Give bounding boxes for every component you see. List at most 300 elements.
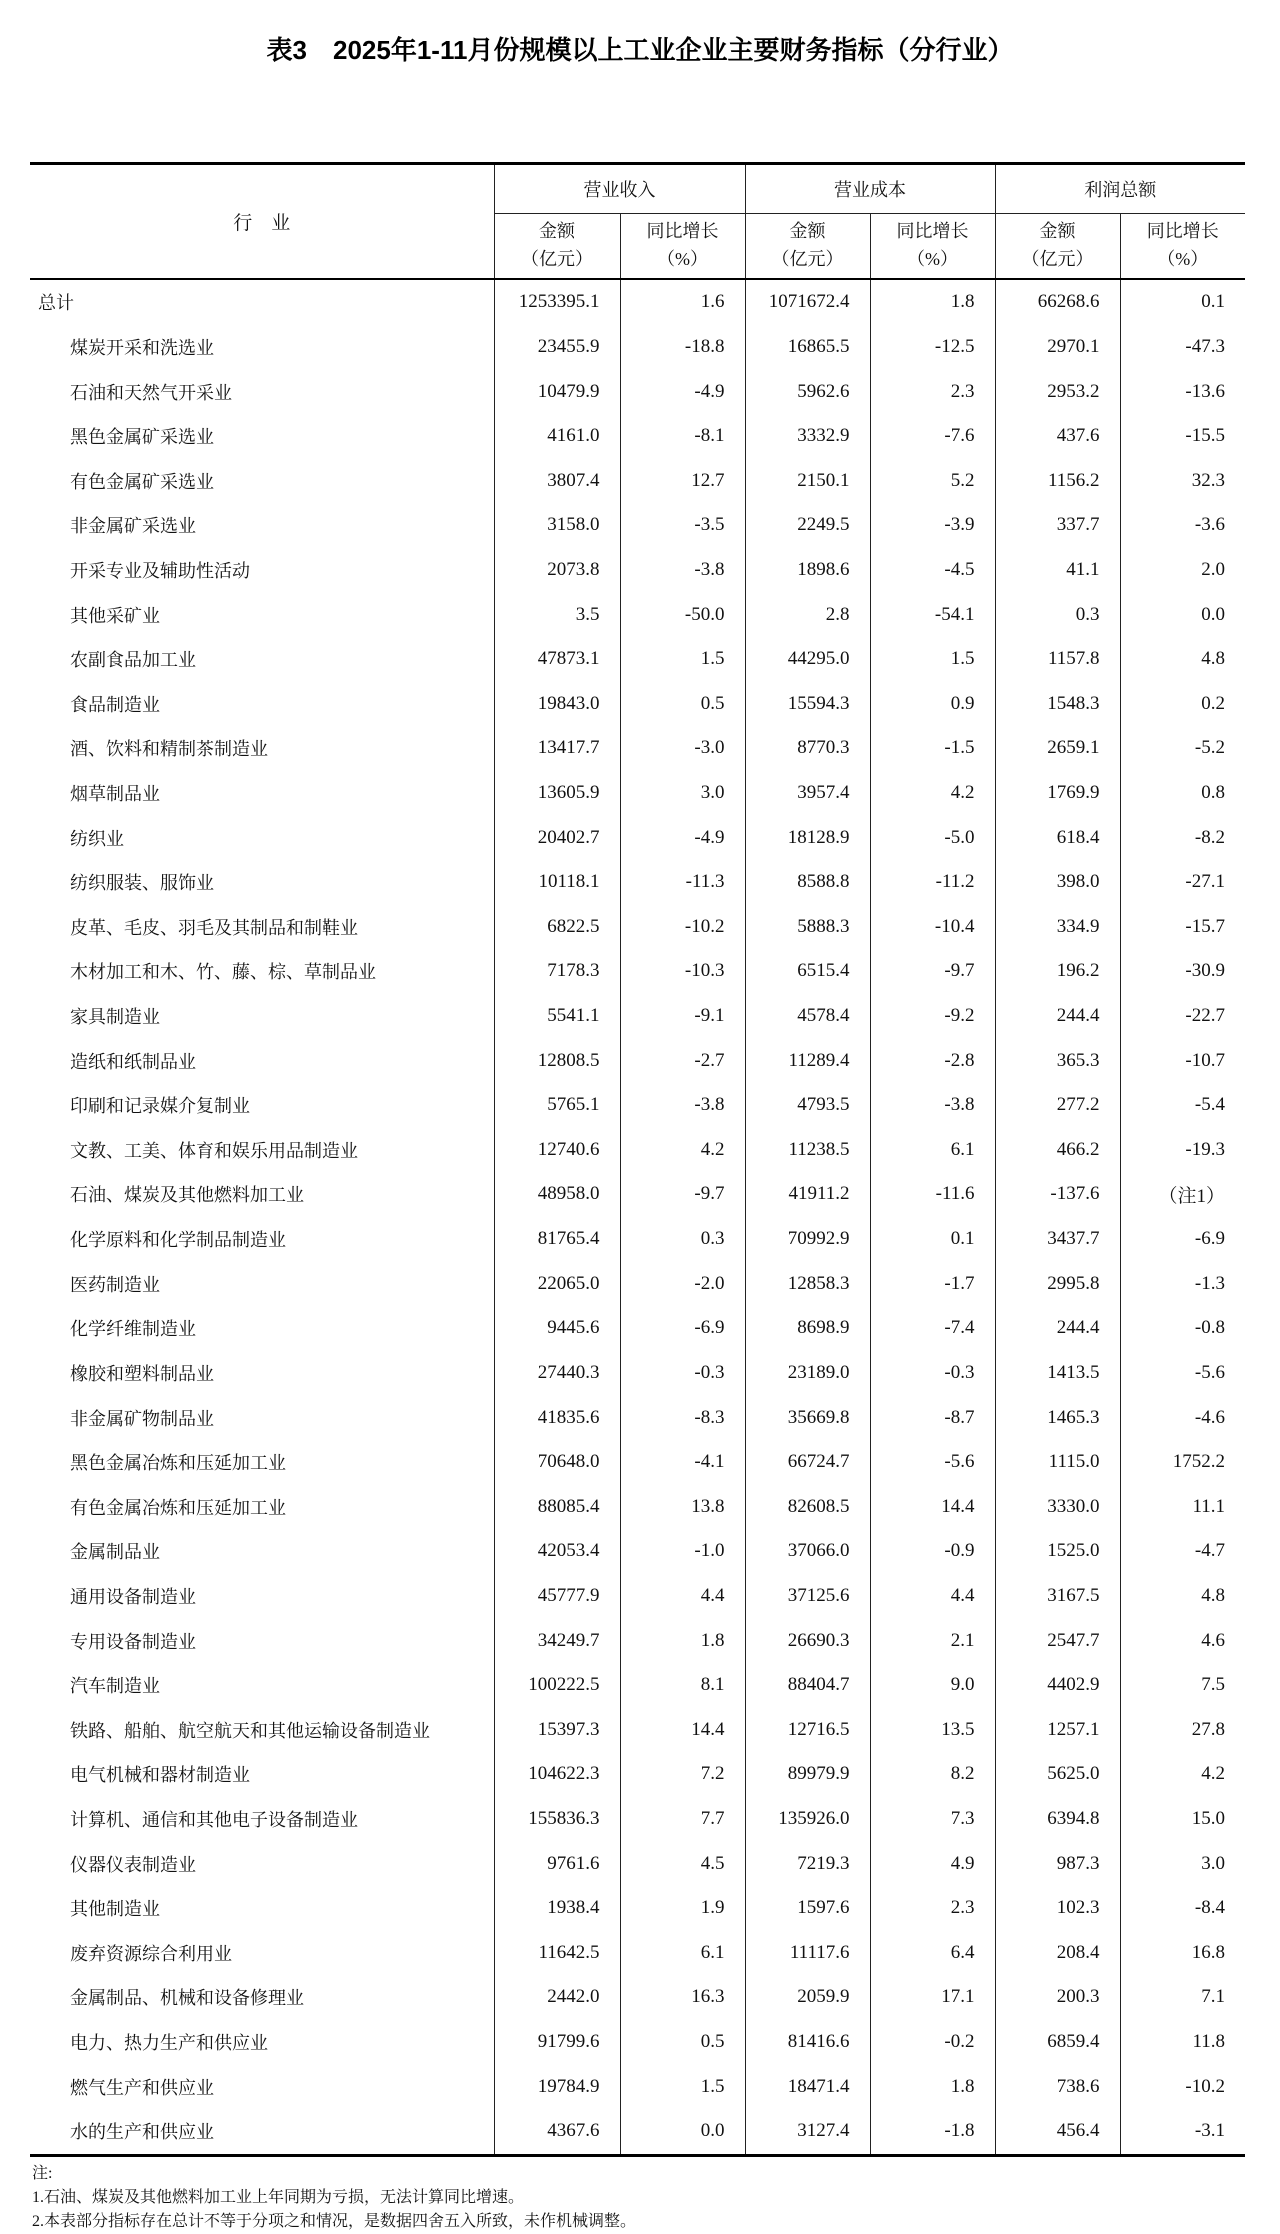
- value-cell: 22065.0: [494, 1261, 620, 1306]
- value-cell: -2.7: [620, 1038, 745, 1083]
- value-cell: -15.5: [1120, 414, 1245, 459]
- value-cell: -9.7: [870, 949, 995, 994]
- table-row: [30, 1841, 1245, 1886]
- value-cell: -27.1: [1120, 860, 1245, 905]
- value-cell: -8.1: [620, 414, 745, 459]
- value-cell: 1.5: [620, 637, 745, 682]
- value-cell: 2150.1: [745, 458, 870, 503]
- value-cell: 35669.8: [745, 1395, 870, 1440]
- footnote-1: 1.石油、煤炭及其他燃料加工业上年同期为亏损，无法计算同比增速。: [32, 2188, 525, 2206]
- value-cell: 70648.0: [494, 1440, 620, 1485]
- value-cell: 1769.9: [995, 771, 1120, 816]
- table-row: [30, 1529, 1245, 1574]
- value-cell: -12.5: [870, 325, 995, 370]
- value-cell: -11.6: [870, 1172, 995, 1217]
- value-cell: 3127.4: [745, 2109, 870, 2155]
- value-cell: -8.7: [870, 1395, 995, 1440]
- industry-label-cell: 开采专业及辅助性活动: [70, 560, 250, 581]
- table-header: [30, 164, 1245, 280]
- table-row: [30, 1217, 1245, 1262]
- value-cell: 365.3: [995, 1038, 1120, 1083]
- value-cell: -50.0: [620, 592, 745, 637]
- value-cell: 15397.3: [494, 1708, 620, 1753]
- value-cell: 23189.0: [745, 1351, 870, 1396]
- value-cell: 0.5: [620, 681, 745, 726]
- value-cell: 6.1: [620, 1931, 745, 1976]
- value-cell: 1.8: [870, 2064, 995, 2109]
- value-cell: 0.9: [870, 681, 995, 726]
- value-cell: 7.5: [1120, 1663, 1245, 1708]
- value-cell: 34249.7: [494, 1618, 620, 1663]
- value-cell: -4.5: [870, 548, 995, 593]
- value-cell: 48958.0: [494, 1172, 620, 1217]
- table-row: [30, 458, 1245, 503]
- footnote-2: 2.本表部分指标存在总计不等于分项之和情况，是数据四舍五入所致，未作机械调整。: [32, 2212, 637, 2230]
- value-cell: 27440.3: [494, 1351, 620, 1396]
- value-cell: -5.4: [1120, 1083, 1245, 1128]
- table-row: [30, 637, 1245, 682]
- subheader-line: （%）: [657, 249, 708, 269]
- value-cell: 66724.7: [745, 1440, 870, 1485]
- value-cell: 10479.9: [494, 369, 620, 414]
- industry-label-cell: 煤炭开采和洗选业: [70, 337, 214, 358]
- industry-label-cell: 石油和天然气开采业: [70, 382, 232, 403]
- value-cell: 277.2: [995, 1083, 1120, 1128]
- column-header-industry: 行 业: [30, 164, 494, 280]
- industry-label-cell: 皮革、毛皮、羽毛及其制品和制鞋业: [70, 917, 358, 938]
- industry-label-cell: 非金属矿采选业: [70, 516, 196, 537]
- value-cell: -3.1: [1120, 2109, 1245, 2155]
- industry-label-cell: 农副食品加工业: [70, 650, 196, 671]
- industry-label-cell: 电气机械和器材制造业: [70, 1765, 250, 1786]
- value-cell: 14.4: [620, 1708, 745, 1753]
- value-cell: 618.4: [995, 815, 1120, 860]
- value-cell: 200.3: [995, 1975, 1120, 2020]
- industry-label-cell: 仪器仪表制造业: [70, 1854, 196, 1875]
- table-row: [30, 2064, 1245, 2109]
- value-cell: 3.0: [620, 771, 745, 816]
- table-row: [30, 860, 1245, 905]
- value-cell: 0.3: [620, 1217, 745, 1262]
- subheader-line: 金额: [789, 221, 826, 242]
- value-cell: 3437.7: [995, 1217, 1120, 1262]
- value-cell: 26690.3: [745, 1618, 870, 1663]
- value-cell: 13.5: [870, 1708, 995, 1753]
- industry-label-cell: 橡胶和塑料制品业: [70, 1363, 214, 1384]
- industry-label-cell: 总计: [38, 293, 74, 314]
- value-cell: 244.4: [995, 994, 1120, 1039]
- value-cell: 42053.4: [494, 1529, 620, 1574]
- value-cell: 13417.7: [494, 726, 620, 771]
- industry-label-cell: 黑色金属冶炼和压延加工业: [70, 1453, 286, 1474]
- column-group-cost: 营业成本: [745, 164, 995, 214]
- industry-label-cell: 水的生产和供应业: [70, 2122, 214, 2143]
- subheader-line: （亿元）: [1021, 249, 1094, 269]
- value-cell: 1752.2: [1120, 1440, 1245, 1485]
- value-cell: 4.2: [1120, 1752, 1245, 1797]
- industry-label-cell: 其他制造业: [70, 1899, 160, 1920]
- subheader-line: （%）: [1157, 249, 1209, 269]
- value-cell: 6822.5: [494, 905, 620, 950]
- table-row: [30, 1395, 1245, 1440]
- value-cell: -5.0: [870, 815, 995, 860]
- value-cell: 5541.1: [494, 994, 620, 1039]
- value-cell: 9.0: [870, 1663, 995, 1708]
- value-cell: 8588.8: [745, 860, 870, 905]
- value-cell: 45777.9: [494, 1574, 620, 1619]
- value-cell: -5.6: [1120, 1351, 1245, 1396]
- value-cell: 88085.4: [494, 1484, 620, 1529]
- value-cell: -1.7: [870, 1261, 995, 1306]
- value-cell: -10.4: [870, 905, 995, 950]
- value-cell: 19843.0: [494, 681, 620, 726]
- industry-label-cell: 纺织服装、服饰业: [70, 873, 214, 894]
- table-row: [30, 325, 1245, 370]
- industry-label-cell: 汽车制造业: [70, 1676, 160, 1697]
- value-cell: 5888.3: [745, 905, 870, 950]
- value-cell: -0.9: [870, 1529, 995, 1574]
- value-cell: -7.6: [870, 414, 995, 459]
- subheader-revenue-growth: [620, 214, 745, 280]
- value-cell: -8.4: [1120, 1886, 1245, 1931]
- value-cell: 10118.1: [494, 860, 620, 905]
- value-cell: 337.7: [995, 503, 1120, 548]
- value-cell: 7178.3: [494, 949, 620, 994]
- subheader-cost-growth: [870, 214, 995, 280]
- value-cell: 2995.8: [995, 1261, 1120, 1306]
- value-cell: 8.2: [870, 1752, 995, 1797]
- value-cell: 81765.4: [494, 1217, 620, 1262]
- value-cell: 3167.5: [995, 1574, 1120, 1619]
- table-row: [30, 1351, 1245, 1396]
- industry-label-cell: 酒、饮料和精制茶制造业: [70, 739, 268, 760]
- value-cell: 4402.9: [995, 1663, 1120, 1708]
- value-cell: 5962.6: [745, 369, 870, 414]
- value-cell: 2547.7: [995, 1618, 1120, 1663]
- value-cell: 11238.5: [745, 1128, 870, 1173]
- subheader-line: 金额: [539, 221, 575, 242]
- value-cell: 11.8: [1120, 2020, 1245, 2065]
- table-row: [30, 414, 1245, 459]
- value-cell: -3.8: [620, 548, 745, 593]
- value-cell: 0.8: [1120, 771, 1245, 816]
- value-cell: -4.9: [620, 369, 745, 414]
- subheader-line: （亿元）: [771, 249, 844, 269]
- industry-label-cell: 电力、热力生产和供应业: [70, 2033, 268, 2054]
- value-cell: -10.3: [620, 949, 745, 994]
- value-cell: -1.8: [870, 2109, 995, 2155]
- table-row: [30, 369, 1245, 414]
- value-cell: 1115.0: [995, 1440, 1120, 1485]
- value-cell: -3.8: [870, 1083, 995, 1128]
- value-cell: 2442.0: [494, 1975, 620, 2020]
- value-cell: 1898.6: [745, 548, 870, 593]
- table-row: [30, 1752, 1245, 1797]
- value-cell: 6859.4: [995, 2020, 1120, 2065]
- table-row: [30, 503, 1245, 548]
- value-cell: 0.0: [620, 2109, 745, 2155]
- value-cell: 2059.9: [745, 1975, 870, 2020]
- value-cell: 0.0: [1120, 592, 1245, 637]
- value-cell: 6.1: [870, 1128, 995, 1173]
- value-cell: 4.5: [620, 1841, 745, 1886]
- table-row: [30, 1975, 1245, 2020]
- value-cell: 7.3: [870, 1797, 995, 1842]
- value-cell: 47873.1: [494, 637, 620, 682]
- table-row: [30, 1261, 1245, 1306]
- value-cell: 1548.3: [995, 681, 1120, 726]
- value-cell: 2.3: [870, 1886, 995, 1931]
- value-cell: 244.4: [995, 1306, 1120, 1351]
- financial-indicators-table: [30, 162, 1245, 2157]
- industry-label-cell: 黑色金属矿采选业: [70, 427, 214, 448]
- value-cell: 4.2: [870, 771, 995, 816]
- value-cell: 8770.3: [745, 726, 870, 771]
- value-cell: 4367.6: [494, 2109, 620, 2155]
- value-cell: 1525.0: [995, 1529, 1120, 1574]
- value-cell: 6515.4: [745, 949, 870, 994]
- value-cell: 89979.9: [745, 1752, 870, 1797]
- table-row: [30, 1574, 1245, 1619]
- value-cell: 15594.3: [745, 681, 870, 726]
- industry-label-cell: 烟草制品业: [70, 784, 160, 804]
- value-cell: 3957.4: [745, 771, 870, 816]
- table-row: [30, 905, 1245, 950]
- table-row: [30, 771, 1245, 816]
- value-cell: 82608.5: [745, 1484, 870, 1529]
- value-cell: 3.5: [494, 592, 620, 637]
- subheader-line: （%）: [907, 249, 958, 269]
- value-cell: 1157.8: [995, 637, 1120, 682]
- industry-label-cell: 化学原料和化学制品制造业: [70, 1230, 286, 1251]
- value-cell: 1156.2: [995, 458, 1120, 503]
- footnote-heading: 注:: [32, 2164, 53, 2182]
- value-cell: 987.3: [995, 1841, 1120, 1886]
- table-row: [30, 994, 1245, 1039]
- value-cell: 4793.5: [745, 1083, 870, 1128]
- table-row: [30, 1618, 1245, 1663]
- industry-label-cell: 有色金属冶炼和压延加工业: [70, 1497, 286, 1518]
- value-cell: -7.4: [870, 1306, 995, 1351]
- table-row: [30, 2020, 1245, 2065]
- value-cell: 3330.0: [995, 1484, 1120, 1529]
- value-cell: 9445.6: [494, 1306, 620, 1351]
- value-cell: -3.6: [1120, 503, 1245, 548]
- table-body: [30, 279, 1245, 2155]
- table-row: [30, 1931, 1245, 1976]
- table-row: [30, 1886, 1245, 1931]
- value-cell: 4.4: [620, 1574, 745, 1619]
- value-cell: -0.3: [620, 1351, 745, 1396]
- value-cell: 9761.6: [494, 1841, 620, 1886]
- industry-label-cell: 有色金属矿采选业: [70, 471, 214, 492]
- table-row: [30, 1128, 1245, 1173]
- value-cell: 4.8: [1120, 637, 1245, 682]
- value-cell: 2659.1: [995, 726, 1120, 771]
- industry-label-cell: 医药制造业: [70, 1274, 160, 1295]
- value-cell: 0.2: [1120, 681, 1245, 726]
- value-cell: 2.3: [870, 369, 995, 414]
- value-cell: -3.9: [870, 503, 995, 548]
- value-cell: 1.5: [620, 2064, 745, 2109]
- column-group-profit: 利润总额: [995, 164, 1245, 214]
- value-cell: 3.0: [1120, 1841, 1245, 1886]
- value-cell: 104622.3: [494, 1752, 620, 1797]
- value-cell: 12740.6: [494, 1128, 620, 1173]
- value-cell: 32.3: [1120, 458, 1245, 503]
- value-cell: -137.6: [995, 1172, 1120, 1217]
- value-cell: 17.1: [870, 1975, 995, 2020]
- value-cell: -4.1: [620, 1440, 745, 1485]
- table-row: [30, 1663, 1245, 1708]
- value-cell: 88404.7: [745, 1663, 870, 1708]
- value-cell: 0.5: [620, 2020, 745, 2065]
- table-row: [30, 681, 1245, 726]
- value-cell: -18.8: [620, 325, 745, 370]
- value-cell: -5.2: [1120, 726, 1245, 771]
- value-cell: -5.6: [870, 1440, 995, 1485]
- value-cell: 16865.5: [745, 325, 870, 370]
- value-cell: 19784.9: [494, 2064, 620, 2109]
- value-cell: 12808.5: [494, 1038, 620, 1083]
- value-cell: -47.3: [1120, 325, 1245, 370]
- value-cell: -10.7: [1120, 1038, 1245, 1083]
- value-cell: 2.0: [1120, 548, 1245, 593]
- value-cell: 8.1: [620, 1663, 745, 1708]
- industry-label-cell: 专用设备制造业: [70, 1631, 196, 1652]
- value-cell: -0.8: [1120, 1306, 1245, 1351]
- table-row: [30, 1484, 1245, 1529]
- value-cell: -1.5: [870, 726, 995, 771]
- value-cell: 12716.5: [745, 1708, 870, 1753]
- value-cell: -9.7: [620, 1172, 745, 1217]
- value-cell: 4.2: [620, 1128, 745, 1173]
- table-row: [30, 279, 1245, 325]
- value-cell: 2073.8: [494, 548, 620, 593]
- value-cell: 456.4: [995, 2109, 1120, 2155]
- value-cell: 14.4: [870, 1484, 995, 1529]
- table-row: [30, 815, 1245, 860]
- industry-label-cell: 通用设备制造业: [70, 1586, 196, 1607]
- value-cell: -10.2: [620, 905, 745, 950]
- value-cell: -13.6: [1120, 369, 1245, 414]
- value-cell: 11117.6: [745, 1931, 870, 1976]
- value-cell: 41.1: [995, 548, 1120, 593]
- table-row: [30, 1172, 1245, 1217]
- subheader-profit-amount: [995, 214, 1120, 280]
- industry-label-cell: 铁路、船舶、航空航天和其他运输设备制造业: [70, 1720, 430, 1741]
- value-cell: -4.7: [1120, 1529, 1245, 1574]
- subheader-cost-amount: [745, 214, 870, 280]
- value-cell: 102.3: [995, 1886, 1120, 1931]
- table-row: [30, 1038, 1245, 1083]
- value-cell: 1.9: [620, 1886, 745, 1931]
- industry-label-cell: 金属制品、机械和设备修理业: [70, 1988, 304, 2009]
- industry-label-cell: 其他采矿业: [70, 605, 160, 626]
- value-cell: 16.3: [620, 1975, 745, 2020]
- value-cell: -3.0: [620, 726, 745, 771]
- value-cell: 1413.5: [995, 1351, 1120, 1396]
- value-cell: 3332.9: [745, 414, 870, 459]
- value-cell: -30.9: [1120, 949, 1245, 994]
- value-cell: 41911.2: [745, 1172, 870, 1217]
- industry-label-cell: 计算机、通信和其他电子设备制造业: [70, 1810, 358, 1831]
- value-cell: 7.7: [620, 1797, 745, 1842]
- value-cell: 6.4: [870, 1931, 995, 1976]
- value-cell: 11642.5: [494, 1931, 620, 1976]
- value-cell: 2.8: [745, 592, 870, 637]
- value-cell: 5.2: [870, 458, 995, 503]
- value-cell: 13605.9: [494, 771, 620, 816]
- value-cell: 1.6: [620, 279, 745, 325]
- industry-label-cell: 废弃资源综合利用业: [70, 1943, 232, 1964]
- value-cell: 0.3: [995, 592, 1120, 637]
- value-cell: 70992.9: [745, 1217, 870, 1262]
- value-cell: -3.5: [620, 503, 745, 548]
- value-cell: 7219.3: [745, 1841, 870, 1886]
- value-cell: 37125.6: [745, 1574, 870, 1619]
- value-cell: 2953.2: [995, 369, 1120, 414]
- column-group-revenue: 营业收入: [494, 164, 745, 214]
- value-cell: 18471.4: [745, 2064, 870, 2109]
- value-cell: 37066.0: [745, 1529, 870, 1574]
- value-cell: 2970.1: [995, 325, 1120, 370]
- value-cell: 155836.3: [494, 1797, 620, 1842]
- value-cell: 4161.0: [494, 414, 620, 459]
- value-cell: -8.3: [620, 1395, 745, 1440]
- value-cell: -15.7: [1120, 905, 1245, 950]
- table-row: [30, 548, 1245, 593]
- table-row: [30, 1083, 1245, 1128]
- value-cell: -22.7: [1120, 994, 1245, 1039]
- value-cell: -9.1: [620, 994, 745, 1039]
- value-cell: 1.5: [870, 637, 995, 682]
- value-cell: 20402.7: [494, 815, 620, 860]
- value-cell: -6.9: [1120, 1217, 1245, 1262]
- value-cell: 23455.9: [494, 325, 620, 370]
- value-cell: -6.9: [620, 1306, 745, 1351]
- table-row: [30, 2109, 1245, 2155]
- industry-label-cell: 石油、煤炭及其他燃料加工业: [70, 1185, 304, 1206]
- value-cell: 398.0: [995, 860, 1120, 905]
- value-cell: 2249.5: [745, 503, 870, 548]
- value-cell: 66268.6: [995, 279, 1120, 325]
- value-cell: -4.9: [620, 815, 745, 860]
- table-row: [30, 949, 1245, 994]
- value-cell: 1.8: [620, 1618, 745, 1663]
- value-cell: -11.2: [870, 860, 995, 905]
- value-cell: -54.1: [870, 592, 995, 637]
- value-cell: -8.2: [1120, 815, 1245, 860]
- value-cell: 4578.4: [745, 994, 870, 1039]
- value-cell: 1071672.4: [745, 279, 870, 325]
- value-cell: -10.2: [1120, 2064, 1245, 2109]
- value-cell: 1465.3: [995, 1395, 1120, 1440]
- subheader-line: （亿元）: [521, 249, 593, 269]
- value-cell: 4.4: [870, 1574, 995, 1619]
- industry-label-cell: 化学纤维制造业: [70, 1319, 196, 1340]
- industry-label-cell: 燃气生产和供应业: [70, 2077, 214, 2098]
- header-group-row: [30, 164, 1245, 214]
- subheader-line: 同比增长: [646, 221, 719, 242]
- value-cell: 16.8: [1120, 1931, 1245, 1976]
- value-cell: 1597.6: [745, 1886, 870, 1931]
- value-cell: 466.2: [995, 1128, 1120, 1173]
- table-row: [30, 592, 1245, 637]
- value-cell: 0.1: [870, 1217, 995, 1262]
- value-cell: 334.9: [995, 905, 1120, 950]
- table-title: 表3 2025年1-11月份规模以上工业企业主要财务指标（分行业）: [266, 35, 1014, 65]
